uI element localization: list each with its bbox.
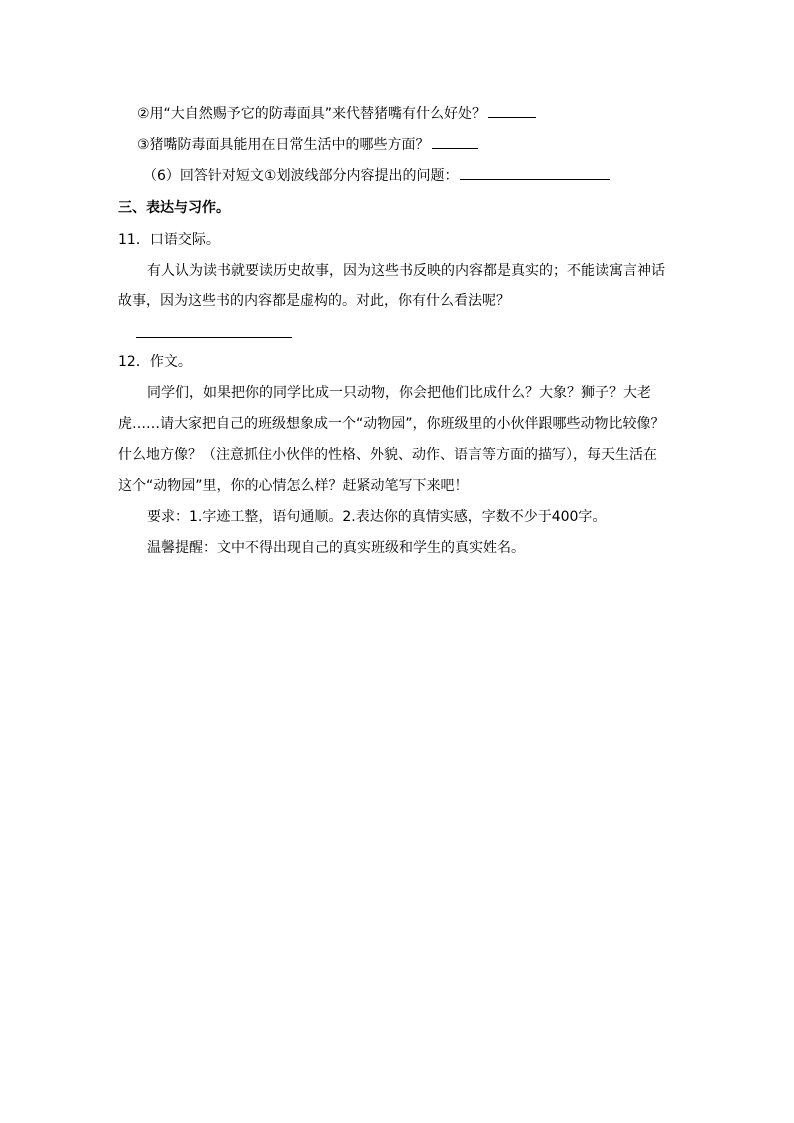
answer-blank-q6[interactable] <box>460 165 610 180</box>
question-11-paragraph-line: 有人认为读书就要读历史故事，因为这些书反映的内容都是真实的；不能读寓言神话 <box>147 263 665 279</box>
question-6-text: （6）回答针对短文①划波线部分内容提出的问题： <box>143 168 459 184</box>
question-2-text: ②用“大自然赐予它的防毒面具”来代替猪嘴有什么好处？ <box>137 106 487 122</box>
question-12-reminder: 温馨提醒：文中不得出现自己的真实班级和学生的真实姓名。 <box>147 540 525 556</box>
answer-blank-q11[interactable] <box>136 337 292 338</box>
question-12-paragraph-line: 这个“动物园”里，你的心情怎么样？赶紧动笔写下来吧！ <box>118 478 469 494</box>
question-6 <box>143 165 610 185</box>
question-12-title: 12．作文。 <box>118 354 192 370</box>
section-heading: 三、表达与习作。 <box>118 200 230 216</box>
question-12-paragraph-line: 虎……请大家把自己的班级想象成一个“动物园”，你班级里的小伙伴跟哪些动物比较像？ <box>118 416 665 432</box>
question-11-paragraph-line: 故事，因为这些书的内容都是虚构的。对此，你有什么看法呢？ <box>118 293 510 309</box>
question-11-title: 11．口语交际。 <box>118 232 220 248</box>
answer-blank-q2[interactable] <box>488 103 536 118</box>
question-2 <box>137 103 536 123</box>
answer-blank-q3[interactable] <box>432 134 478 149</box>
question-12-paragraph-line: 同学们，如果把你的同学比成一只动物，你会把他们比成什么？大象？狮子？大老 <box>147 385 651 401</box>
question-3 <box>137 134 478 154</box>
question-12-requirements: 要求：1.字迹工整，语句通顺。2.表达你的真情实感，字数不少于400字。 <box>147 509 607 525</box>
question-12-paragraph-line: 什么地方像？（注意抓住小伙伴的性格、外貌、动作、语言等方面的描写），每天生活在 <box>118 447 657 463</box>
question-3-text: ③猪嘴防毒面具能用在日常生活中的哪些方面？ <box>137 137 430 153</box>
